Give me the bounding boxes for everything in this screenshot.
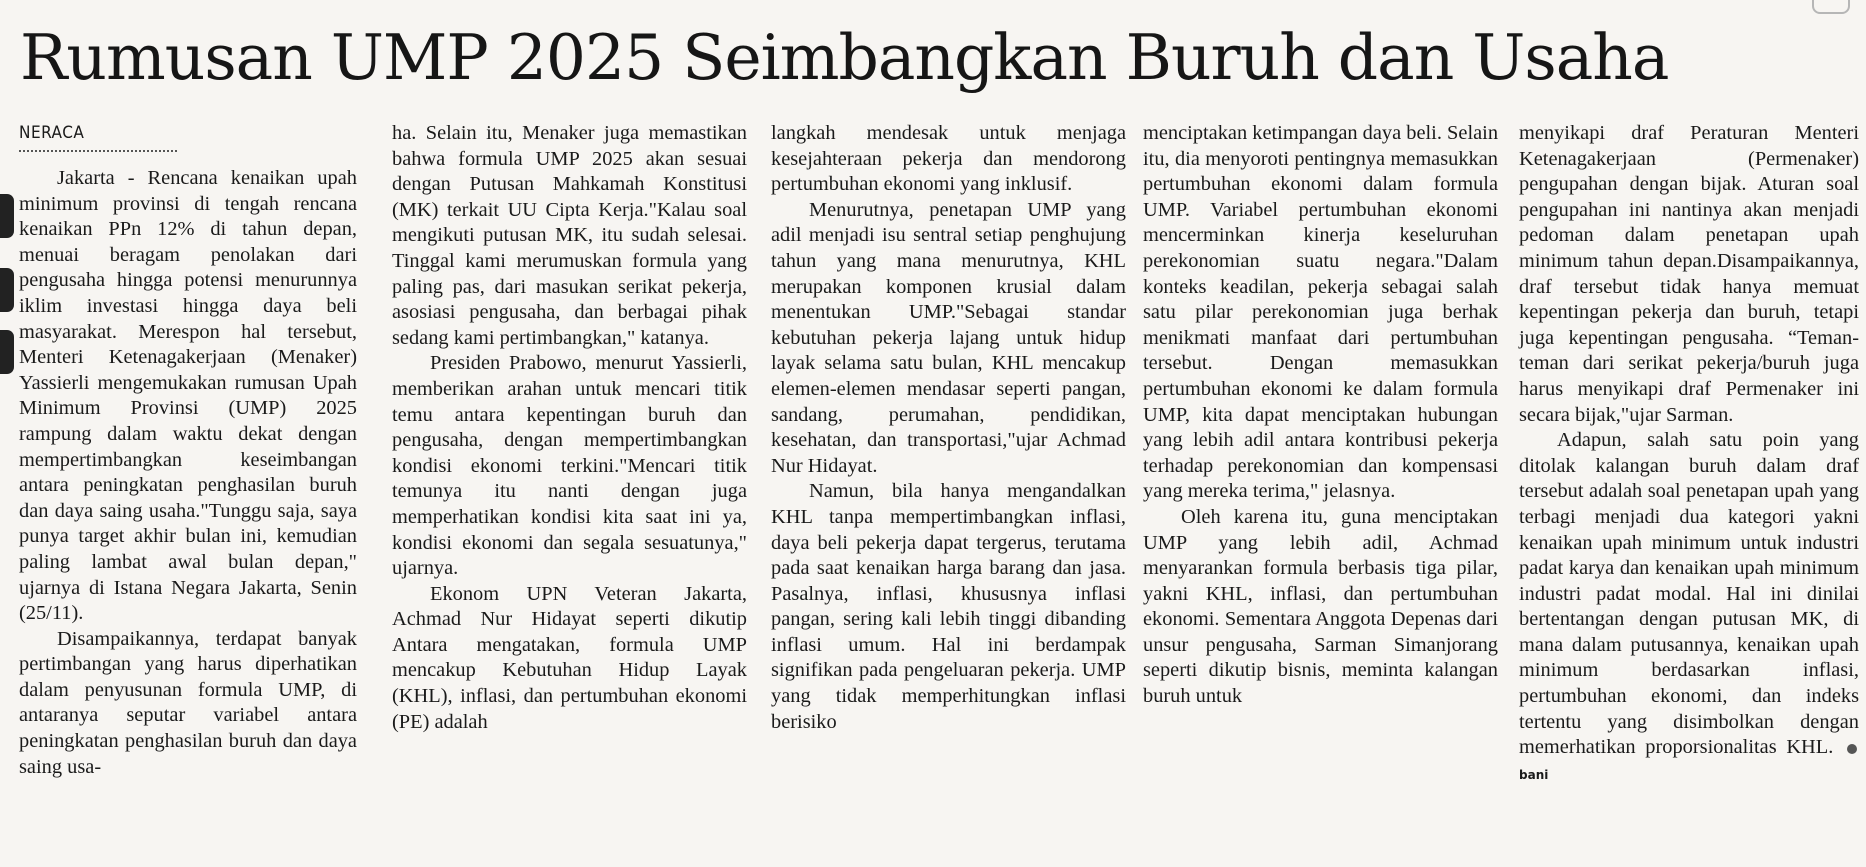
paragraph: ha. Selain itu, Menaker juga memastikan bahwa formula UMP 2025 akan sesuai dengan Putusan Mahkamah Konstitusi (MK) terkait UU Cipta Kerja."Kalau soal mengikuti putusan MK, itu sudah selesai. Tinggal kami merumuskan formula yang paling pas, dari masukan serikat pekerja, asosiasi pengusaha, dan berbagai pihak sedang kami pertimbangkan," katanya. [392, 122, 747, 349]
column-3 [771, 121, 1126, 735]
paragraph: langkah mendesak untuk menjaga kesejahteraan pekerja dan mendorong pertumbuhan ekonomi yang inklusif. [771, 122, 1126, 196]
paragraph [1519, 428, 1859, 788]
byline: bani [1519, 767, 1549, 782]
paragraph-text: Adapun, salah satu poin yang ditolak kalangan buruh dalam draf tersebut adalah soal penetapan upah yang terbagi menjadi dua kategori yakni kenaikan upah minimum untuk industri padat karya dan kenaikan upah minimum industri padat modal. Hal ini dinilai bertentangan dengan putusan MK, di mana dalam putusannya, kenaikan upah minimum berdasarkan inflasi, pertumbuhan ekonomi, dan indeks tertentu yang disimbolkan dengan memerhatikan proporsionalitas KHL. [1519, 429, 1859, 759]
headline: Rumusan UMP 2025 Seimbangkan Buruh dan Usaha [20, 21, 1669, 94]
corner-icon [1812, 0, 1850, 14]
paragraph: Jakarta - Rencana kenaikan upah minimum provinsi di tengah rencana kenaikan PPn 12% di tahun depan, menuai beragam penolakan dari pengusaha hingga potensi menurunnya iklim investasi hingga daya beli masyarakat. Merespon hal tersebut, Menteri Ketenagakerjaan (Menaker) Yassierli mengemukakan rumusan Upah Minimum Provinsi (UMP) 2025 rampung dalam waktu dekat dengan mempertimbangkan keseimbangan antara peningkatan penghasilan buruh dan daya saing usaha."Tunggu saja, saya punya target akhir bulan ini, kemudian paling lambat awal bulan depan," ujarnya di Istana Negara Jakarta, Senin (25/11). [19, 167, 357, 625]
article-body [0, 121, 1866, 857]
paragraph: menciptakan ketimpangan daya beli. Selain itu, dia menyoroti pentingnya memasukkan pertumbuhan ekonomi dalam formula UMP. Variabel pertumbuhan ekonomi mencerminkan kinerja keseluruhan perekonomian suatu negara."Dalam konteks keadilan, pekerja sebagai salah satu pilar perekonomian juga berhak menikmati manfaat dari pertumbuhan tersebut. Dengan memasukkan pertumbuhan ekonomi ke dalam formula UMP, kita dapat menciptakan hubungan yang lebih adil antara kontribusi pekerja terhadap perekonomian dan kompensasi yang mereka terima," jelasnya. [1143, 122, 1499, 503]
paragraph: menyikapi draf Peraturan Menteri Ketenagakerjaan (Permenaker) pengupahan dengan bijak. Aturan soal pengupahan ini nantinya akan menjadi pedoman dalam penetapan upah minimum tahun depan.Disampaikannya, draf tersebut tidak hanya memuat kepentingan pekerja dan buruh, tetapi juga kepentingan pengusaha. “Teman-teman dari serikat pekerja/buruh juga harus menyikapi draf Permenaker ini secara bijak,"ujar Sarman. [1519, 122, 1859, 426]
paragraph: Ekonom UPN Veteran Jakarta, Achmad Nur Hidayat seperti dikutip Antara mengatakan, formula UMP mencakup Kebutuhan Hidup Layak (KHL), inflasi, dan pertumbuhan ekonomi (PE) adalah [392, 582, 747, 733]
column-2 [392, 121, 747, 735]
paragraph: Namun, bila hanya mengandalkan KHL tanpa mempertimbangkan inflasi, daya beli pekerja dapat tergerus, terutama pada saat kenaikan harga barang dan jasa. Pasalnya, inflasi, khususnya inflasi pangan, sering kali lebih tinggi dibanding inflasi umum. Hal ini berdampak signifikan pada pengeluaran pekerja. UMP yang tidak memperhitungkan inflasi berisiko [771, 480, 1126, 733]
paragraph: Menurutnya, penetapan UMP yang adil menjadi isu sentral setiap penghujung tahun yang mana menurutnya, KHL merupakan komponen krusial dalam menentukan UMP."Sebagai standar kebutuhan pekerja lajang untuk hidup layak selama satu bulan, KHL mencakup elemen-elemen mendasar seperti pangan, sandang, perumahan, pendidikan, kesehatan, dan transportasi,"ujar Achmad Nur Hidayat. [771, 198, 1126, 477]
source-label: NERACA [19, 123, 85, 143]
column-5 [1519, 121, 1859, 788]
byline-dot-icon [1847, 744, 1857, 754]
column-4 [1143, 121, 1498, 710]
column-1 [19, 121, 357, 780]
paragraph: Disampaikannya, terdapat banyak pertimbangan yang harus diperhatikan dalam penyusunan formula UMP, di antaranya seputar variabel antara peningkatan penghasilan buruh dan daya saing usa- [19, 627, 357, 778]
paragraph: Presiden Prabowo, menurut Yassierli, memberikan arahan untuk mencari titik temu antara kepentingan buruh dan pengusaha, dengan mempertimbangkan kondisi ekonomi terkini."Mencari titik temunya itu nanti dengan juga memperhatikan kondisi kita saat ini ya, kondisi ekonomi dan segala sesuatunya," ujarnya. [392, 352, 747, 580]
paragraph: Oleh karena itu, guna menciptakan UMP yang lebih adil, Achmad menyarankan formula berbasis tiga pilar, yakni KHL, inflasi, dan pertumbuhan ekonomi. Sementara Anggota Depenas dari unsur pengusaha, Sarman Simanjorang seperti dikutip bisnis, meminta kalangan buruh untuk [1143, 505, 1498, 708]
source-divider [19, 150, 177, 152]
